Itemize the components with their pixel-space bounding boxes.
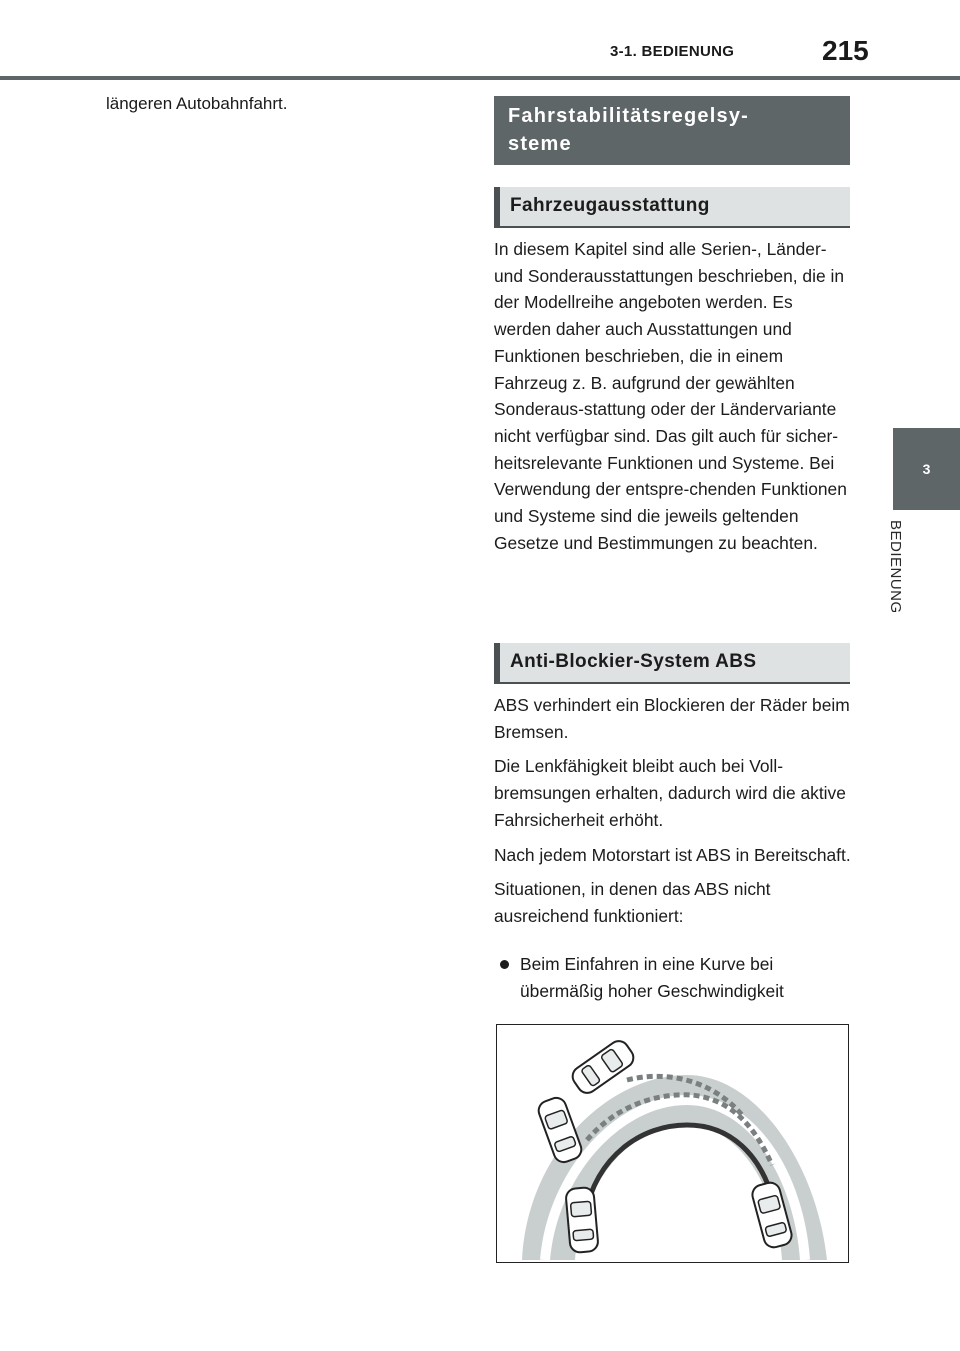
header-divider	[0, 76, 960, 80]
section-ausstattung-body	[494, 236, 854, 564]
chapter-tab	[893, 428, 960, 510]
main-heading	[494, 96, 850, 165]
paragraph: Nach jedem Motorstart ist ABS in Bereitschaft.	[494, 844, 851, 865]
section-abs-body	[494, 692, 854, 938]
chapter-side-label-text: BEDIENUNG	[887, 520, 904, 614]
abs-curve-illustration	[496, 1024, 849, 1263]
chapter-tab-number: 3	[922, 461, 931, 477]
bullet-dot-icon	[500, 960, 509, 969]
main-heading-line1: Fahrstabilitätsregelsy-	[508, 105, 750, 127]
curve-road-svg	[497, 1025, 849, 1263]
car-icon	[569, 1037, 637, 1097]
section-heading-ausstattung: Fahrzeugausstattung	[494, 187, 850, 228]
paragraph: ABS verhindert ein Blockieren der Räder beim Bremsen.	[494, 695, 850, 742]
chapter-side-label	[882, 520, 942, 640]
bullet-text: Beim Einfahren in eine Kurve bei übermäßig hoher Geschwindigkeit	[520, 954, 784, 1001]
paragraph: Situationen, in denen das ABS nicht ausreichend funktioniert:	[494, 879, 771, 926]
left-column-text: längeren Autobahnfahrt.	[106, 94, 288, 113]
main-heading-line2: steme	[508, 133, 572, 155]
paragraph: Die Lenkfähigkeit bleibt auch bei Voll-bremsungen erhalten, dadurch wird die aktive Fahrsicherheit erhöht.	[494, 756, 846, 830]
paragraph: In diesem Kapitel sind alle Serien-, Länder- und Sonderausstattungen beschrieben, die in der Modellreihe angeboten werden. Es werden daher auch Ausstattungen und Funktionen beschrieben, die in einem Fahrzeug z. B. aufgrund der gewählten Sonderaus-stattung oder der Ländervariante nicht verfügbar sind. Das gilt auch für sicher-heitsrelevante Funktionen und Systeme. Bei Verwendung der entspre-chenden Funktionen und Systeme sind die jeweils geltenden Gesetze und Bestimmungen zu beachten.	[494, 239, 847, 553]
page-number: 215	[822, 35, 869, 66]
header-section-title: 3-1. BEDIENUNG	[610, 43, 735, 60]
car-icon	[565, 1187, 598, 1253]
section-heading-abs: Anti-Blockier-System ABS	[494, 643, 850, 684]
